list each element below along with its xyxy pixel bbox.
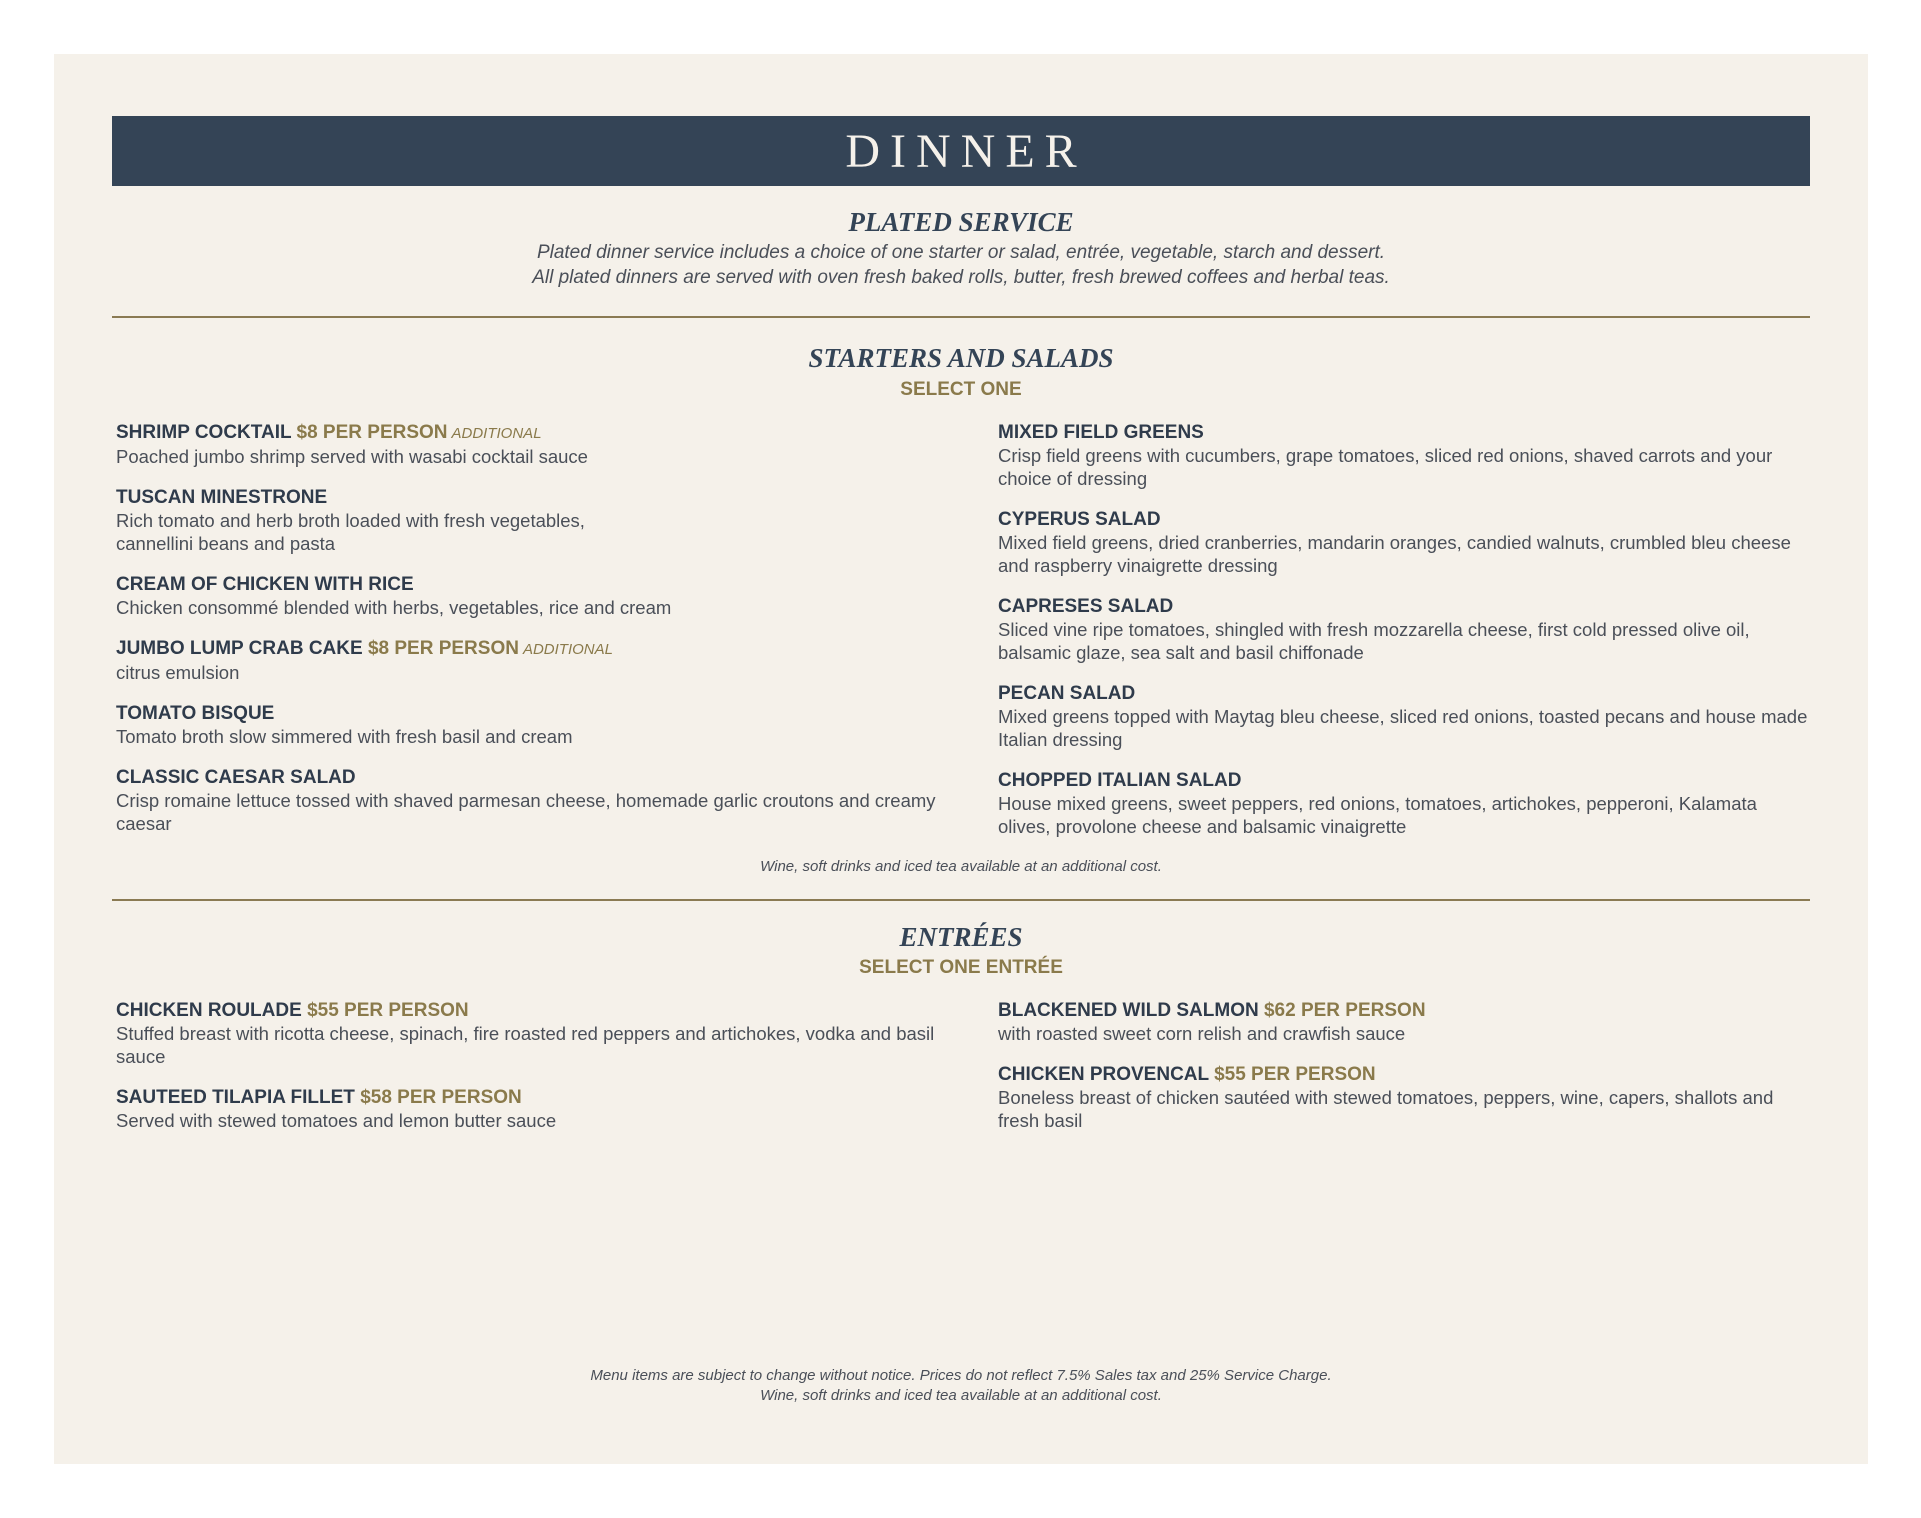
menu-item-description: Sliced vine ripe tomatoes, shingled with fresh mozzarella cheese, first cold pressed olive oil, balsamic glaze, sea salt and basil chiffonade: [998, 618, 1750, 663]
menu-content: [112, 116, 1810, 1150]
menu-item: [998, 1063, 1810, 1132]
page-title: DINNER: [845, 124, 1087, 178]
entrees-right-column: [998, 999, 1810, 1150]
menu-item: [116, 637, 952, 684]
menu-item-description: Stuffed breast with ricotta cheese, spinach, fire roasted red peppers and artichokes, vodka and basil sauce: [116, 1023, 935, 1068]
menu-item-price: $62 PER PERSON: [1263, 1000, 1426, 1022]
menu-item-name: PECAN SALAD: [998, 682, 1136, 704]
menu-item-description: Crisp field greens with cucumbers, grape tomatoes, sliced red onions, shaved carrots and your choice of dressing: [998, 444, 1773, 489]
menu-item: [116, 766, 952, 835]
menu-item-description: Tomato broth slow simmered with fresh basil and cream: [116, 725, 573, 747]
footer-line-2: Wine, soft drinks and iced tea available at an additional cost.: [760, 1387, 1162, 1404]
menu-item-description: Mixed field greens, dried cranberries, mandarin oranges, candied walnuts, crumbled bleu cheese and raspberry vinaigrette dressing: [998, 531, 1791, 576]
menu-item: [116, 486, 952, 555]
starters-beverage-note: Wine, soft drinks and iced tea available at an additional cost.: [760, 857, 1162, 875]
menu-item-name: SAUTEED TILAPIA FILLET: [116, 1087, 355, 1109]
menu-item-price: $8 PER PERSON: [367, 637, 519, 659]
menu-item-description: citrus emulsion: [116, 661, 240, 683]
menu-item-title: [116, 999, 952, 1022]
menu-item-title: [116, 637, 952, 661]
menu-item-title: [998, 682, 1810, 705]
menu-item-price: $58 PER PERSON: [360, 1087, 522, 1109]
menu-item-name: CHOPPED ITALIAN SALAD: [998, 769, 1242, 791]
menu-item: [998, 682, 1810, 751]
title-banner: [112, 116, 1810, 186]
menu-item-description: House mixed greens, sweet peppers, red onions, tomatoes, artichokes, pepperoni, Kalamata olives, provolone cheese and balsamic vinaigrette: [998, 792, 1757, 837]
menu-item-name: CAPRESES SALAD: [998, 595, 1174, 617]
entrees-select-label: SELECT ONE ENTRÉE: [859, 957, 1063, 979]
menu-item-title: [116, 573, 952, 596]
menu-item-additional-note: ADDITIONAL: [451, 424, 542, 442]
menu-item-additional-note: ADDITIONAL: [522, 640, 613, 658]
section-divider: [112, 899, 1810, 901]
menu-item-price: $8 PER PERSON: [296, 421, 448, 443]
menu-item-title: [116, 486, 952, 509]
menu-item-description: Chicken consommé blended with herbs, vegetables, rice and cream: [116, 596, 672, 618]
menu-item-name: CHICKEN PROVENCAL: [998, 1064, 1209, 1086]
menu-item: [998, 421, 1810, 490]
menu-item-name: JUMBO LUMP CRAB CAKE: [116, 637, 363, 659]
starters-heading: STARTERS AND SALADS: [808, 343, 1114, 374]
starters-columns: [112, 421, 1810, 856]
entrees-left-column: [116, 999, 952, 1150]
menu-item: [998, 508, 1810, 577]
menu-item: [116, 1086, 952, 1132]
menu-item-title: [998, 421, 1810, 444]
menu-item-description: Crisp romaine lettuce tossed with shaved parmesan cheese, homemade garlic croutons and creamy caesar: [116, 789, 936, 834]
menu-item: [998, 769, 1810, 838]
menu-page: [54, 54, 1868, 1464]
menu-item-title: [998, 595, 1810, 618]
menu-item-description: Mixed greens topped with Maytag bleu cheese, sliced red onions, toasted pecans and house made Italian dressing: [998, 705, 1808, 750]
plated-service-description: [112, 240, 1810, 290]
menu-item-name: CYPERUS SALAD: [998, 508, 1161, 530]
entrees-section: [112, 921, 1810, 1150]
menu-item-name: MIXED FIELD GREENS: [998, 421, 1204, 443]
menu-item-price: $55 PER PERSON: [1214, 1064, 1376, 1086]
menu-item-title: [998, 769, 1810, 792]
menu-item-name: SHRIMP COCKTAIL: [116, 421, 292, 443]
starters-left-column: [116, 421, 952, 856]
plated-intro-line-1: Plated dinner service includes a choice of one starter or salad, entrée, vegetable, starch and dessert.: [536, 242, 1386, 264]
menu-item-name: TUSCAN MINESTRONE: [116, 486, 328, 508]
menu-item-name: BLACKENED WILD SALMON: [998, 1000, 1259, 1022]
menu-item: [116, 999, 952, 1068]
menu-item: [998, 999, 1810, 1045]
starters-select-label: SELECT ONE: [900, 378, 1022, 400]
menu-item-name: CREAM OF CHICKEN WITH RICE: [116, 573, 414, 595]
footer-note: [54, 1366, 1868, 1406]
menu-item-title: [998, 508, 1810, 531]
menu-item: [116, 702, 952, 748]
menu-item-name: TOMATO BISQUE: [116, 702, 275, 724]
plated-intro-line-2: All plated dinners are served with oven fresh baked rolls, butter, fresh brewed coffees and herbal teas.: [532, 267, 1390, 289]
menu-item-title: [116, 421, 952, 445]
menu-item-title: [116, 1086, 952, 1109]
menu-item: [116, 573, 952, 619]
footer-line-1: Menu items are subject to change without notice. Prices do not reflect 7.5% Sales tax and 25% Service Charge.: [590, 1367, 1332, 1384]
menu-item-title: [998, 999, 1810, 1022]
menu-item: [998, 595, 1810, 664]
menu-item-name: CHICKEN ROULADE: [116, 1000, 302, 1022]
menu-item-description: Boneless breast of chicken sautéed with stewed tomatoes, peppers, wine, capers, shallots and fresh basil: [998, 1087, 1774, 1132]
menu-item-price: $55 PER PERSON: [307, 1000, 469, 1022]
menu-item-description: Poached jumbo shrimp served with wasabi cocktail sauce: [116, 445, 588, 467]
menu-item: [116, 421, 952, 468]
starters-right-column: [998, 421, 1810, 856]
menu-item-name: CLASSIC CAESAR SALAD: [116, 766, 356, 788]
menu-item-description: with roasted sweet corn relish and crawfish sauce: [998, 1023, 1406, 1045]
menu-item-description: Served with stewed tomatoes and lemon butter sauce: [116, 1110, 557, 1132]
plated-service-section: [112, 206, 1810, 290]
menu-item-description: Rich tomato and herb broth loaded with fresh vegetables, cannellini beans and pasta: [116, 509, 585, 554]
menu-item-title: [998, 1063, 1810, 1086]
section-divider: [112, 316, 1810, 318]
entrees-heading: ENTRÉES: [899, 921, 1023, 952]
menu-item-title: [116, 702, 952, 725]
plated-service-heading: PLATED SERVICE: [848, 207, 1074, 237]
entrees-columns: [112, 999, 1810, 1150]
menu-item-title: [116, 766, 952, 789]
starters-section: [112, 342, 1810, 874]
